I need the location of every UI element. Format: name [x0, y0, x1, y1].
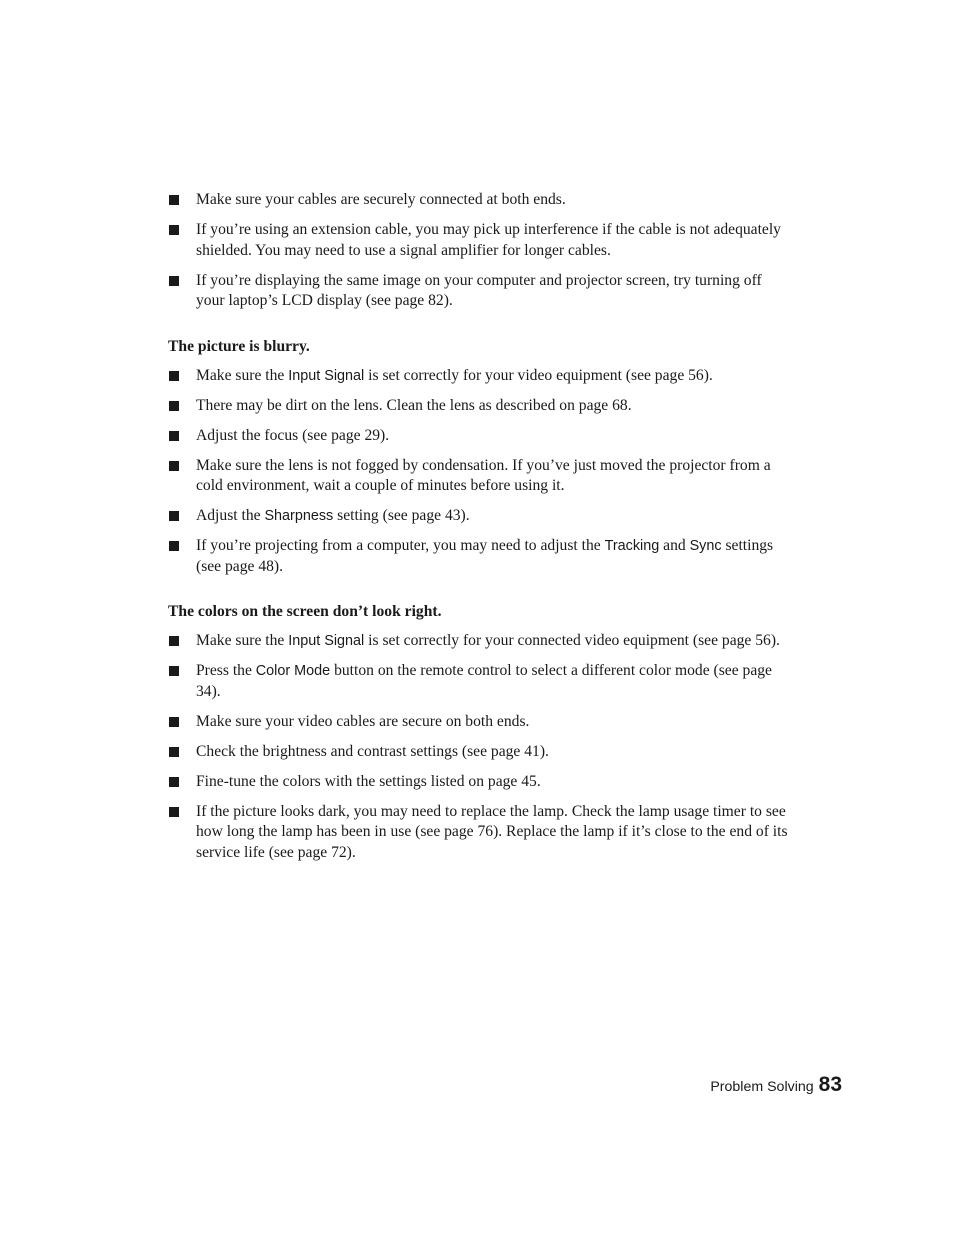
menu-setting-name: Input Signal	[288, 367, 365, 384]
list-item: If the picture looks dark, you may need to replace the lamp. Check the lamp usage timer to see how long the lamp has been in use (see page 76). Replace the lamp if it’s close to the end of its service life (see page 72).	[168, 802, 788, 864]
menu-setting-name: Input Signal	[288, 633, 365, 649]
list-item: Make sure the Input Signal is set correctly for your video equipment (see page 56).	[168, 366, 788, 387]
list-item: Check the brightness and contrast settings (see page 41).	[168, 742, 788, 763]
square-bullet-icon	[169, 276, 179, 286]
list-item: Fine-tune the colors with the settings listed on page 45.	[168, 772, 788, 793]
page-footer	[710, 1073, 842, 1097]
square-bullet-icon	[169, 636, 179, 646]
list-item: Make sure the Input Signal is set correctly for your connected video equipment (see page 56).	[168, 631, 788, 652]
footer-section-label: Problem Solving	[710, 1079, 814, 1095]
square-bullet-icon	[169, 225, 179, 235]
square-bullet-icon	[169, 747, 179, 757]
list-item: Make sure the lens is not fogged by condensation. If you’ve just moved the projector from a cold environment, wait a couple of minutes before using it.	[168, 456, 788, 497]
colors-heading: The colors on the screen don’t look right.	[168, 603, 442, 620]
list-item: Adjust the Sharpness setting (see page 43).	[168, 506, 788, 527]
blurry-picture-list	[168, 366, 788, 578]
list-item: If you’re using an extension cable, you may pick up interference if the cable is not adequately shielded. You may need to use a signal amplifier for longer cables.	[168, 220, 788, 261]
square-bullet-icon	[169, 195, 179, 205]
list-item: Adjust the focus (see page 29).	[168, 426, 788, 447]
list-item: If you’re projecting from a computer, you may need to adjust the Tracking and Sync settings (see page 48).	[168, 536, 788, 577]
list-item: There may be dirt on the lens. Clean the lens as described on page 68.	[168, 396, 788, 417]
cable-tips-list	[168, 190, 788, 312]
square-bullet-icon	[169, 401, 179, 411]
colors-list	[168, 631, 788, 863]
square-bullet-icon	[169, 807, 179, 817]
square-bullet-icon	[169, 431, 179, 441]
button-name: Color Mode	[255, 663, 331, 679]
menu-setting-name: Sharpness	[264, 508, 334, 524]
page-number: 83	[818, 1073, 842, 1096]
list-item: If you’re displaying the same image on your computer and projector screen, try turning off your laptop’s LCD display (see page 82).	[168, 271, 788, 312]
square-bullet-icon	[169, 371, 179, 381]
menu-setting-name: Tracking	[604, 538, 660, 554]
blurry-picture-heading: The picture is blurry.	[168, 337, 310, 355]
square-bullet-icon	[169, 666, 179, 676]
square-bullet-icon	[169, 717, 179, 727]
list-item: Make sure your video cables are secure on both ends.	[168, 712, 788, 733]
list-item: Make sure your cables are securely connected at both ends.	[168, 190, 788, 211]
square-bullet-icon	[169, 541, 179, 551]
page-content	[168, 190, 788, 873]
square-bullet-icon	[169, 461, 179, 471]
list-item: Press the Color Mode button on the remote control to select a different color mode (see page 34).	[168, 661, 788, 702]
square-bullet-icon	[169, 511, 179, 521]
menu-setting-name: Sync	[689, 538, 722, 554]
square-bullet-icon	[169, 777, 179, 787]
